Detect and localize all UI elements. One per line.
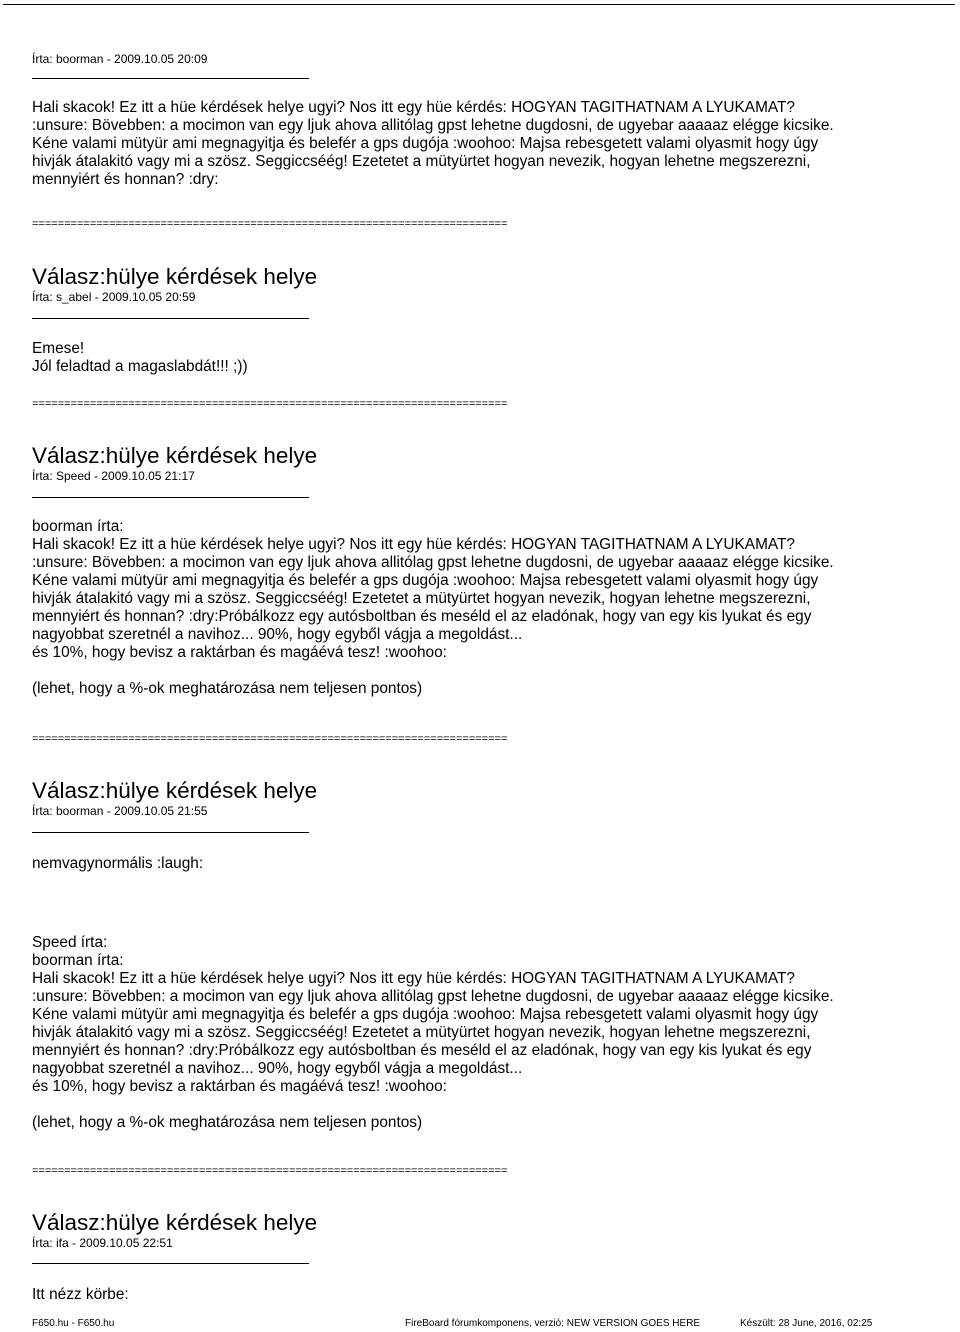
post-body: [32, 340, 248, 376]
reply-title: Válasz:hülye kérdések helye: [32, 1210, 318, 1235]
footer-component: FireBoard fórumkomponens, verzió: NEW VERSION GOES HERE: [405, 1318, 701, 1329]
post-line: (lehet, hogy a %-ok meghatározása nem teljesen pontos): [32, 1114, 423, 1131]
footer-site: F650.hu - F650.hu: [32, 1318, 115, 1329]
post-line: Hali skacok! Ez itt a hüe kérdések helye ugyi? Nos itt egy hüe kérdés: HOGYAN TAGITHATNAM A LYUKAMAT?: [32, 536, 795, 553]
inner-quote-label: boorman írta:: [32, 952, 124, 969]
post-author-line: Írta: s_abel - 2009.10.05 20:59: [32, 290, 196, 304]
post-intro: nemvagynormális :laugh:: [32, 855, 204, 872]
author-divider: [32, 1263, 309, 1264]
post-line: [32, 662, 834, 680]
post-line: :unsure: Bövebben: a mocimon van egy ljuk ahova allitólag gpst lehetne dugdosni, de ugyebar aaaaaz elégge kicsike.: [32, 117, 834, 134]
post-line: [32, 1096, 834, 1114]
post-author-line: Írta: Speed - 2009.10.05 21:17: [32, 469, 195, 483]
post-line: Itt nézz körbe:: [32, 1286, 129, 1303]
reply-title: Válasz:hülye kérdések helye: [32, 443, 318, 468]
post-separator: ==========================================================================: [32, 398, 508, 410]
post-line: mennyiért és honnan? :dry:: [32, 171, 219, 188]
author-divider: [32, 318, 309, 319]
post-separator: ==========================================================================: [32, 218, 508, 230]
post-author-line: Írta: boorman - 2009.10.05 20:09: [32, 52, 208, 66]
quote-label: boorman írta:: [32, 518, 124, 535]
post-author-line: Írta: boorman - 2009.10.05 21:55: [32, 804, 208, 818]
post-line: Jól feladtad a magaslabdát!!! ;)): [32, 358, 248, 375]
post-line: és 10%, hogy bevisz a raktárban és magáévá tesz! :woohoo:: [32, 644, 447, 661]
quote-label: Speed írta:: [32, 934, 108, 951]
reply-title: Válasz:hülye kérdések helye: [32, 264, 318, 289]
post-line: nagyobbat szeretnél a navihoz... 90%, hogy egyből vágja a megoldást...: [32, 1060, 523, 1077]
post-line: és 10%, hogy bevisz a raktárban és magáévá tesz! :woohoo:: [32, 1078, 447, 1095]
post-line: Hali skacok! Ez itt a hüe kérdések helye ugyi? Nos itt egy hüe kérdés: HOGYAN TAGITHATNAM A LYUKAMAT?: [32, 970, 795, 987]
post-line: hivják átalakitó vagy mi a szösz. Seggiccséég! Ezetetet a mütyürtet hogyan nevezik, hogyan lehetne megszerezni,: [32, 153, 811, 170]
post-line: mennyiért és honnan? :dry:Próbálkozz egy autósboltban és meséld el az eladónak, hogy van egy kis lyukat és egy: [32, 1042, 812, 1059]
reply-title: Válasz:hülye kérdések helye: [32, 778, 318, 803]
post-line: Hali skacok! Ez itt a hüe kérdések helye ugyi? Nos itt egy hüe kérdés: HOGYAN TAGITHATNAM A LYUKAMAT?: [32, 99, 795, 116]
post-body: [32, 934, 834, 1132]
page-top-border: [3, 4, 955, 5]
post-separator: ==========================================================================: [32, 733, 508, 745]
post-line: Emese!: [32, 340, 85, 357]
footer-generated: Készült: 28 June, 2016, 02:25: [740, 1318, 873, 1329]
post-body: [32, 518, 834, 698]
post-line: mennyiért és honnan? :dry:Próbálkozz egy autósboltban és meséld el az eladónak, hogy van egy kis lyukat és egy: [32, 608, 812, 625]
post-line: nagyobbat szeretnél a navihoz... 90%, hogy egyből vágja a megoldást...: [32, 626, 523, 643]
author-divider: [32, 832, 309, 833]
post-separator: ==========================================================================: [32, 1165, 508, 1177]
post-line: Kéne valami mütyür ami megnagyitja és belefér a gps dugója :woohoo: Majsa rebesgetett valami olyasmit hogy úgy: [32, 1006, 819, 1023]
post-body: [32, 1286, 129, 1304]
post-line: :unsure: Bövebben: a mocimon van egy ljuk ahova allitólag gpst lehetne dugdosni, de ugyebar aaaaaz elégge kicsike.: [32, 554, 834, 571]
post-line: Kéne valami mütyür ami megnagyitja és belefér a gps dugója :woohoo: Majsa rebesgetett valami olyasmit hogy úgy: [32, 135, 819, 152]
post-line: (lehet, hogy a %-ok meghatározása nem teljesen pontos): [32, 680, 423, 697]
post-line: Kéne valami mütyür ami megnagyitja és belefér a gps dugója :woohoo: Majsa rebesgetett valami olyasmit hogy úgy: [32, 572, 819, 589]
post-body: [32, 99, 834, 189]
author-divider: [32, 497, 309, 498]
author-divider: [32, 78, 309, 79]
post-line: hivják átalakitó vagy mi a szösz. Seggiccséég! Ezetetet a mütyürtet hogyan nevezik, hogyan lehetne megszerezni,: [32, 1024, 811, 1041]
post-line: hivják átalakitó vagy mi a szösz. Seggiccséég! Ezetetet a mütyürtet hogyan nevezik, hogyan lehetne megszerezni,: [32, 590, 811, 607]
post-author-line: Írta: ifa - 2009.10.05 22:51: [32, 1236, 173, 1250]
post-line: :unsure: Bövebben: a mocimon van egy ljuk ahova allitólag gpst lehetne dugdosni, de ugyebar aaaaaz elégge kicsike.: [32, 988, 834, 1005]
